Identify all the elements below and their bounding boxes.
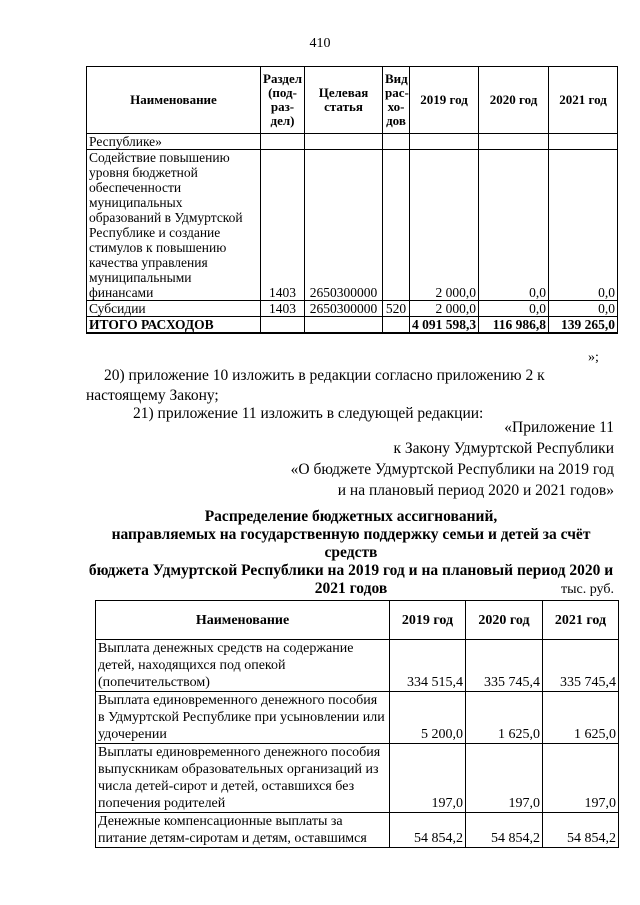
cell-2020: 197,0	[466, 744, 543, 813]
cell-name: Выплата единовременного денежного пособия в Удмуртской Республике при усыновлении или удочерении	[96, 692, 390, 744]
cell-2021: 197,0	[543, 744, 619, 813]
cell-2021: 0,0	[549, 301, 618, 317]
col-header-name: Наименование	[87, 67, 261, 134]
cell-2019: 5 200,0	[390, 692, 466, 744]
title-line: направляемых на государственную поддержку семьи и детей за счёт средств	[111, 526, 591, 561]
col-header-2019: 2019 год	[410, 67, 479, 134]
cell-2019: 2 000,0	[410, 150, 479, 301]
cell-2021: 54 854,2	[543, 813, 619, 848]
cell-2019: 334 515,4	[390, 640, 466, 692]
appendix-header-line: к Закону Удмуртской Республики	[393, 440, 614, 457]
cell-2019: 197,0	[390, 744, 466, 813]
total-2021: 139 265,0	[549, 317, 618, 334]
total-row	[87, 317, 618, 334]
cell-2019: 54 854,2	[390, 813, 466, 848]
appendix-header-line: «Приложение 11	[504, 419, 614, 436]
total-label: ИТОГО РАСХОДОВ	[87, 317, 261, 334]
cell-2020: 54 854,2	[466, 813, 543, 848]
col-header-2021: 2021 год	[543, 601, 619, 640]
cell-section: 1403	[261, 301, 305, 317]
table-row	[96, 744, 619, 813]
quote-close: »;	[588, 350, 599, 365]
table-row	[87, 150, 618, 301]
table-row	[96, 692, 619, 744]
document-title	[86, 508, 616, 598]
cell-name: Субсидии	[87, 301, 261, 317]
col-header-2020: 2020 год	[479, 67, 549, 134]
col-header-2020: 2020 год	[466, 601, 543, 640]
cell-target: 2650300000	[305, 301, 383, 317]
col-header-section: Раздел (под-раз-дел)	[261, 67, 305, 134]
cell-type	[383, 150, 410, 301]
title-line: 2021 годов	[314, 580, 388, 597]
cell-2020: 0,0	[479, 150, 549, 301]
title-line: Распределение бюджетных ассигнований,	[204, 508, 498, 525]
cell-section: 1403	[261, 150, 305, 301]
col-header-2021: 2021 год	[549, 67, 618, 134]
cell-name: Выплата денежных средств на содержание детей, находящихся под опекой (попечительством)	[96, 640, 390, 692]
cell-name: Содействие повышению уровня бюджетной обеспеченности муниципальных образований в Удмуртской Республике и создание стимулов к повышению качества управления муниципальными финансами	[87, 150, 261, 301]
cell-2021: 0,0	[549, 150, 618, 301]
cell-name: Денежные компенсационные выплаты за питание детям-сиротам и детям, оставшимся	[96, 813, 390, 848]
cell-2020: 335 745,4	[466, 640, 543, 692]
appendix-header-line: «О бюджете Удмуртской Республики на 2019 год	[290, 461, 614, 478]
cell-name: Выплаты единовременного денежного пособия выпускникам образовательных организаций из числа детей-сирот и детей, оставшихся без попечения родителей	[96, 744, 390, 813]
col-header-2019: 2019 год	[390, 601, 466, 640]
title-line: бюджета Удмуртской Республики на 2019 год и на плановый период 2020 и	[88, 562, 614, 579]
table-row	[87, 301, 618, 317]
units-label: тыс. руб.	[561, 582, 614, 597]
total-2020: 116 986,8	[479, 317, 549, 334]
cell-2019: 2 000,0	[410, 301, 479, 317]
table-row	[96, 813, 619, 848]
paragraph-20-cont: настоящему Закону;	[86, 387, 219, 404]
cell-2020: 0,0	[479, 301, 549, 317]
table-row	[96, 640, 619, 692]
paragraph-20: 20) приложение 10 изложить в редакции согласно приложению 2 к	[104, 367, 545, 384]
paragraph-21: 21) приложение 11 изложить в следующей редакции:	[133, 405, 484, 422]
cell-target: 2650300000	[305, 150, 383, 301]
cell-type: 520	[383, 301, 410, 317]
page-number: 410	[309, 36, 331, 51]
col-header-target: Целевая статья	[305, 67, 383, 134]
expenses-table	[86, 66, 618, 334]
family-support-table	[95, 600, 619, 848]
total-2019: 4 091 598,3	[410, 317, 479, 334]
appendix-header-line: и на плановый период 2020 и 2021 годов»	[337, 482, 614, 499]
cell-2020: 1 625,0	[466, 692, 543, 744]
table-row	[87, 134, 618, 150]
col-header-name: Наименование	[96, 601, 390, 640]
cell-2021: 335 745,4	[543, 640, 619, 692]
cell-2021: 1 625,0	[543, 692, 619, 744]
col-header-type: Вид рас-хо-дов	[383, 67, 410, 134]
cell-name: Республике»	[87, 134, 261, 150]
